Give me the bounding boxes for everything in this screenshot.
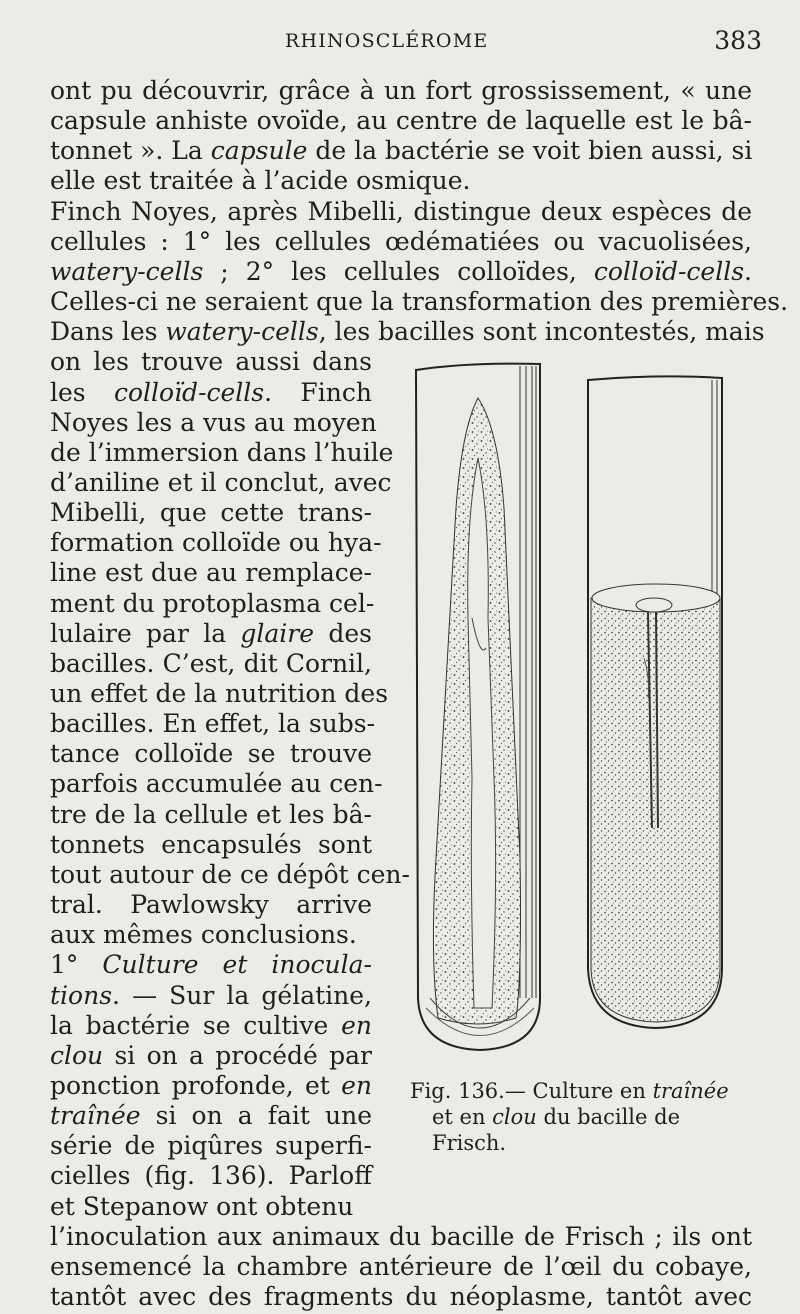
italic-text: tions — [50, 980, 113, 1010]
text-segment: . — [744, 256, 752, 286]
text-line — [50, 1280, 752, 1314]
text-line — [50, 1009, 372, 1043]
text-segment: parfois accumulée au cen- — [50, 769, 383, 799]
text-line — [50, 1220, 752, 1254]
text-segment: , les bacilles sont incontestés, mais — [318, 317, 765, 347]
text-segment: cellules : 1° les cellules œdématiées ou vacuolisées, — [50, 226, 752, 256]
text-segment: tonnets encapsulés sont — [50, 829, 372, 859]
caption-line — [410, 1104, 760, 1130]
figure-caption — [410, 1078, 760, 1156]
text-segment: un effet de la nutrition des — [50, 679, 389, 708]
text-line — [50, 948, 372, 982]
text-segment: l’inoculation aux animaux du bacille de Frisch ; ils ont — [50, 1221, 752, 1251]
text-line — [50, 1250, 752, 1284]
tube-trainee — [416, 364, 540, 1050]
text-line — [50, 134, 752, 168]
caption-line — [410, 1078, 760, 1104]
caption-text: du bacille de — [536, 1105, 680, 1129]
text-line — [50, 164, 752, 198]
text-segment: capsule anhiste ovoïde, au centre de laquelle est le bâ- — [50, 106, 752, 136]
text-line — [50, 767, 383, 801]
page-number: 383 — [714, 26, 762, 55]
text-segment: tre de la cellule et les bâ- — [50, 799, 372, 829]
running-title: RHINOSCLÉROME — [285, 30, 489, 52]
italic-text: capsule — [210, 136, 308, 166]
text-line — [50, 376, 372, 410]
text-segment: d’aniline et il conclut, avec — [50, 467, 392, 497]
tube-clou — [588, 376, 722, 1028]
text-line — [50, 345, 372, 379]
text-line — [50, 858, 410, 892]
text-segment: les — [50, 377, 114, 407]
text-segment: tout autour de ce dépôt cen- — [50, 859, 410, 889]
text-segment: si on a procédé par — [103, 1040, 372, 1070]
caption-italic: traînée — [652, 1079, 729, 1103]
caption-text: et en — [432, 1105, 493, 1129]
text-line — [50, 737, 372, 771]
italic-text: colloïd-cells — [113, 377, 265, 407]
text-line — [50, 1099, 372, 1133]
caption-italic: clou — [492, 1105, 537, 1129]
italic-text: watery-cells — [50, 256, 204, 286]
text-line — [50, 74, 752, 108]
text-line — [50, 647, 372, 681]
text-segment: Dans les — [50, 317, 166, 347]
text-line — [50, 1129, 372, 1163]
caption-text: Fig. 136.— Culture en — [410, 1079, 653, 1103]
text-segment: ment du protoplasma cel- — [50, 588, 375, 618]
text-line — [50, 496, 372, 530]
text-line — [50, 888, 372, 922]
text-line — [50, 677, 389, 711]
text-segment: Mibelli, que cette trans- — [50, 498, 372, 528]
text-line — [50, 556, 372, 590]
text-line — [50, 918, 372, 952]
text-line — [50, 828, 372, 862]
text-segment: Finch Noyes, après Mibelli, distingue deux espèces de — [50, 196, 752, 226]
text-line — [50, 104, 752, 138]
text-segment: on les trouve aussi dans — [50, 347, 372, 377]
text-segment: cielles (fig. 136). Parloff — [50, 1161, 372, 1191]
italic-text: en — [341, 1010, 372, 1040]
text-segment: ponction profonde, et — [50, 1070, 342, 1100]
text-segment: et Stepanow ont obtenu — [50, 1191, 354, 1221]
text-line — [50, 707, 376, 741]
text-segment: Celles-ci ne seraient que la transformation des premières. — [50, 287, 789, 317]
italic-text: watery-cells — [165, 317, 319, 347]
italic-text: Culture et inocula- — [102, 950, 372, 980]
text-line — [50, 1190, 372, 1224]
text-segment: bacilles. En effet, la subs- — [50, 709, 376, 739]
text-segment: . Finch — [264, 377, 372, 407]
italic-text: en — [341, 1070, 372, 1100]
text-segment: aux mêmes conclusions. — [50, 920, 357, 950]
figure-136 — [408, 358, 768, 1078]
text-segment: formation colloïde ou hya- — [50, 528, 382, 558]
text-segment: tantôt avec des fragments du néoplasme, tantôt avec — [50, 1282, 752, 1311]
italic-text: glaire — [240, 618, 315, 648]
text-line — [50, 1039, 372, 1073]
text-line — [50, 526, 382, 560]
text-segment: la bactérie se cultive — [50, 1010, 342, 1040]
text-line — [50, 315, 765, 349]
caption-text: Frisch. — [432, 1131, 507, 1155]
text-line — [50, 979, 372, 1013]
text-segment: ont pu découvrir, grâce à un fort grossissement, « une — [50, 76, 752, 105]
text-line — [50, 1159, 372, 1193]
text-line — [50, 285, 789, 319]
text-segment: tance colloïde se trouve — [50, 739, 372, 769]
text-line — [50, 406, 377, 440]
text-segment: ; 2° les cellules colloïdes, — [203, 256, 594, 286]
text-segment: line est due au remplace- — [50, 558, 372, 588]
text-segment: de l’immersion dans l’huile — [50, 437, 394, 467]
culture-tubes-illustration — [408, 358, 768, 1078]
caption-line — [410, 1130, 760, 1156]
text-line — [50, 798, 372, 832]
text-segment: série de piqûres superfi- — [50, 1131, 372, 1161]
italic-text: colloïd-cells — [593, 256, 745, 286]
text-line — [50, 587, 375, 621]
text-segment: tonnet ». La — [50, 136, 211, 166]
text-line — [50, 255, 752, 289]
text-line — [50, 225, 752, 259]
italic-text: clou — [50, 1040, 104, 1070]
text-line — [50, 617, 372, 651]
text-line — [50, 466, 392, 500]
page-header — [0, 28, 800, 58]
text-segment: tral. Pawlowsky arrive — [50, 890, 372, 920]
italic-text: traînée — [50, 1101, 141, 1131]
text-line — [50, 1069, 372, 1103]
text-segment: des — [314, 618, 372, 648]
text-segment: . — Sur la gélatine, — [112, 980, 372, 1010]
text-segment: de la bactérie se voit bien aussi, si — [307, 136, 753, 166]
text-segment: 1° — [50, 950, 103, 980]
text-line — [50, 195, 752, 229]
text-segment: ensemencé la chambre antérieure de l’œil du cobaye, — [50, 1251, 752, 1281]
text-line — [50, 436, 394, 470]
text-segment: lulaire par la — [50, 618, 241, 648]
text-segment: Noyes les a vus au moyen — [50, 407, 377, 437]
text-segment: bacilles. C’est, dit Cornil, — [50, 648, 372, 678]
text-segment: elle est traitée à l’acide osmique. — [50, 166, 471, 196]
text-segment: si on a fait une — [140, 1101, 372, 1131]
